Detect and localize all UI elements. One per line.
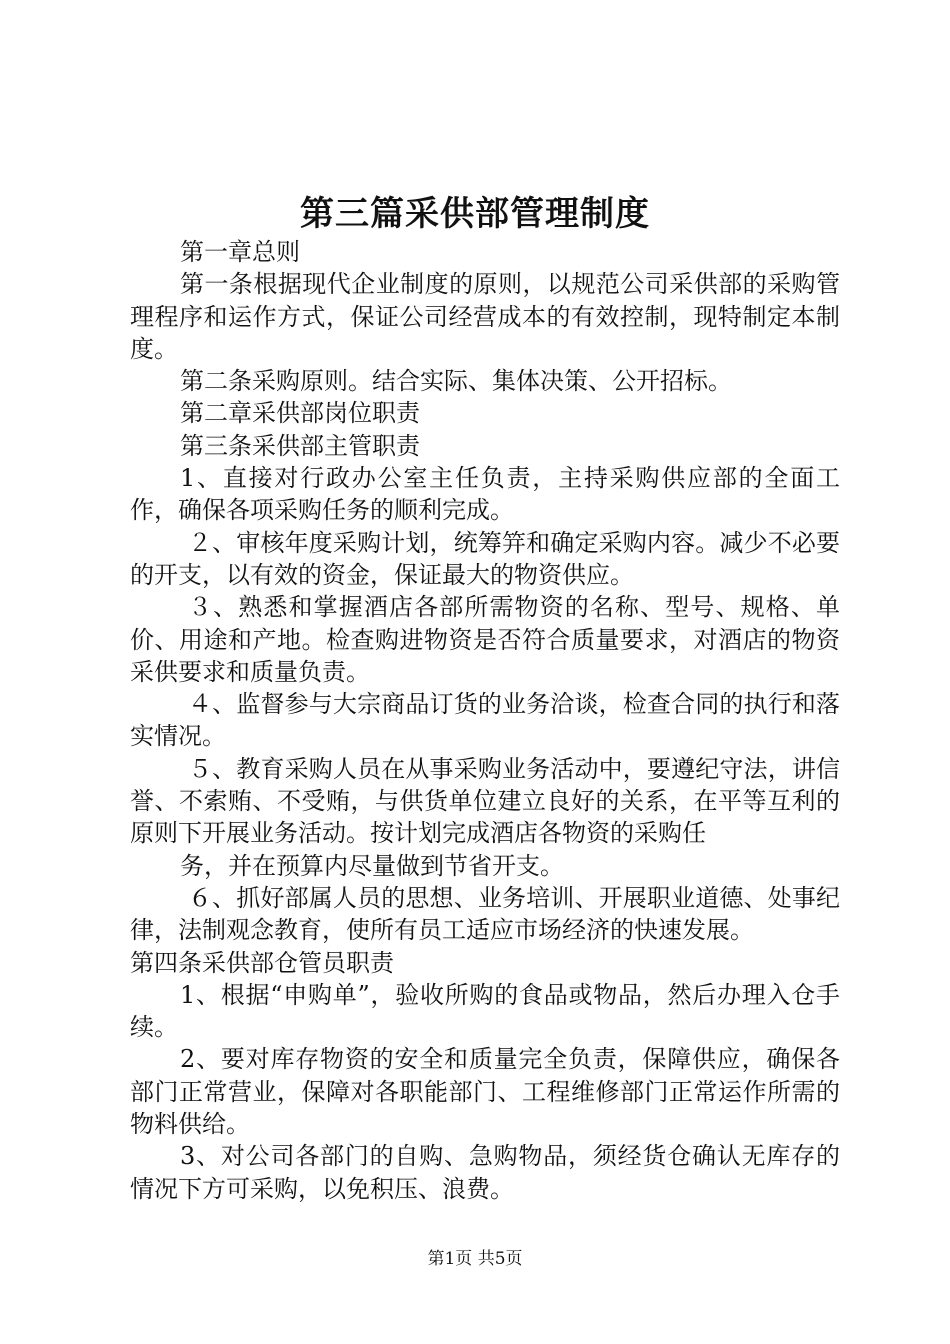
paragraph: 第二章采供部岗位职责 [180,399,420,428]
page-footer: 第1页 共5页 [427,1249,523,1269]
paragraph: 3、对公司各部门的自购、急购物品，须经货仓确认无库存的情况下方可采购，以免积压、浪费。 [130,1142,840,1203]
paragraph: 1、直接对行政办公室主任负责，主持采购供应部的全面工作，确保各项采购任务的顺利完成。 [130,464,840,525]
paragraph: ３、熟悉和掌握酒店各部所需物资的名称、型号、规格、单价、用途和产地。检查购进物资是否符合质量要求，对酒店的物资采供要求和质量负责。 [130,593,840,686]
paragraph: ４、监督参与大宗商品订货的业务洽谈，检查合同的执行和落实情况。 [130,690,840,751]
paragraph: 第四条采供部仓管员职责 [130,948,394,977]
paragraph: ６、抓好部属人员的思想、业务培训、开展职业道德、处事纪律，法制观念教育，使所有员工适应市场经济的快速发展。 [130,883,840,945]
paragraph: 第三条采供部主管职责 [180,431,420,460]
paragraph: 第一章总则 [180,238,300,266]
document-title: 第三篇采供部管理制度 [300,194,650,234]
document-body [130,236,840,1205]
paragraph: ５、教育采购人员在从事采购业务活动中，要遵纪守法，讲信誉、不索贿、不受贿，与供货单位建立良好的关系，在平等互利的原则下开展业务活动。按计划完成酒店各物资的采购任 [130,754,840,848]
paragraph: 2、要对库存物资的安全和质量完全负责，保障供应，确保各部门正常营业，保障对各职能部门、工程维修部门正常运作所需的物料供给。 [130,1045,840,1139]
paragraph: 1、根据“申购单”，验收所购的食品或物品，然后办理入仓手续。 [130,980,840,1042]
paragraph: ２、审核年度采购计划，统筹笄和确定采购内容。减少不必要的开支，以有效的资金，保证最大的物资供应。 [130,528,840,589]
paragraph: 务，并在预算内尽量做到节省开支。 [180,851,564,880]
paragraph: 第一条根据现代企业制度的原则，以规范公司采供部的采购管理程序和运作方式，保证公司经营成本的有效控制，现特制定本制度。 [130,270,840,363]
paragraph: 第二条采购原则。结合实际、集体决策、公开招标。 [180,367,732,396]
